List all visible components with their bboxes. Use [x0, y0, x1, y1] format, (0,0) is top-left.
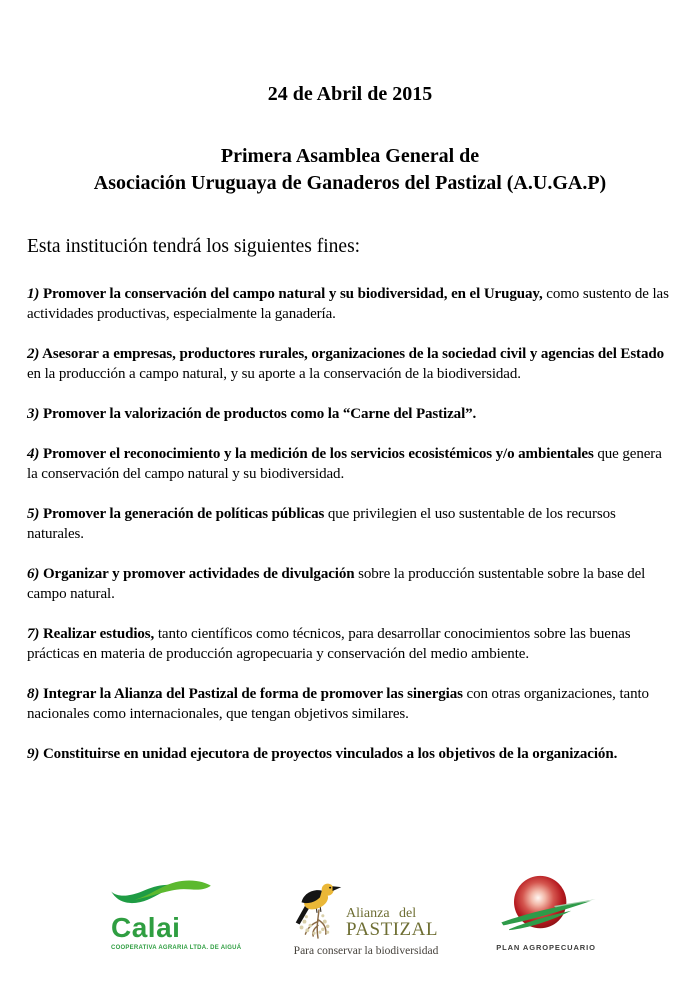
objective-regular-text: tanto científicos como técnicos, para desarrollar conocimientos sobre las buenas prácticas en materia de producción agropecuaria y conservación del medio ambiente.	[27, 626, 631, 662]
objective-item-2	[27, 344, 673, 384]
objective-bold-text: Realizar estudios,	[39, 626, 155, 642]
alianza-tagline: Para conservar la biodiversidad	[293, 945, 439, 957]
objective-item-5	[27, 504, 673, 544]
objective-item-3	[27, 404, 673, 424]
alianza-wordmark	[346, 906, 438, 944]
calai-caption: COOPERATIVA AGRARIA LTDA. DE AIGUÁ	[111, 945, 242, 951]
alianza-wordmark-line1: Alianza del	[346, 906, 417, 921]
calai-wordmark: Calai	[111, 912, 181, 943]
calai-logo	[111, 877, 242, 952]
objective-number: 9)	[27, 746, 40, 762]
objective-regular-text: que genera la conservación del campo natural y su biodiversidad.	[27, 446, 662, 482]
objective-bold-text: Promover la generación de políticas públicas	[39, 506, 325, 522]
red-sphere-icon	[494, 923, 598, 940]
alianza-wordmark-line2: PASTIZAL	[346, 919, 438, 940]
bird-on-branch-icon	[292, 877, 344, 944]
objective-item-6	[27, 564, 673, 604]
objective-regular-text: que privilegien el uso sustentable de los recursos naturales.	[27, 506, 616, 542]
objective-number: 3)	[27, 406, 40, 422]
objective-bold-text: Integrar la Alianza del Pastizal de forma de promover las sinergias	[39, 686, 463, 702]
objective-bold-text: Organizar y promover actividades de divulgación	[39, 566, 355, 582]
objective-bold-text: Asesorar a empresas, productores rurales, organizaciones de la sociedad civil y agencias del Estado	[39, 346, 664, 362]
objective-regular-text: sobre la producción sustentable sobre la base del campo natural.	[27, 566, 646, 602]
objective-item-7	[27, 624, 673, 664]
objective-number: 8)	[27, 686, 40, 702]
objective-number: 6)	[27, 566, 40, 582]
document-title	[27, 143, 673, 197]
objective-bold-text: Promover el reconocimiento y la medición de los servicios ecosistémicos y/o ambientales	[39, 446, 594, 462]
objective-number: 4)	[27, 446, 40, 462]
objective-bold-text: Promover la valorización de productos como la “Carne del Pastizal”.	[39, 406, 477, 422]
objective-number: 2)	[27, 346, 40, 362]
document-title-line1: Primera Asamblea General de	[220, 145, 480, 167]
objectives-list	[27, 284, 673, 764]
objective-bold-text: Promover la conservación del campo natural y su biodiversidad, en el Uruguay,	[39, 286, 543, 302]
plan-agropecuario-logo	[492, 872, 600, 952]
objective-number: 5)	[27, 506, 40, 522]
alianza-logo-row	[292, 877, 440, 944]
objective-item-1	[27, 284, 673, 324]
objective-item-4	[27, 444, 673, 484]
objective-regular-text: con otras organizaciones, tanto nacionales como internacionales, que tengan objetivos similares.	[27, 686, 649, 722]
alianza-del-pastizal-logo	[292, 877, 440, 957]
date-title: 24 de Abril de 2015	[267, 83, 433, 105]
intro-sentence: Esta institución tendrá los siguientes fines:	[27, 236, 361, 257]
objective-item-8	[27, 684, 673, 724]
objective-regular-text: como sustento de las actividades productivas, especialmente la ganadería.	[27, 286, 669, 322]
objective-number: 1)	[27, 286, 40, 302]
document-title-line2: Asociación Uruguaya de Ganaderos del Pastizal (A.U.GA.P)	[93, 172, 607, 194]
calai-wave-icon	[111, 893, 212, 910]
plan-agropecuario-caption: PLAN AGROPECUARIO	[496, 943, 596, 952]
objective-bold-text: Constituirse en unidad ejecutora de proyectos vinculados a los objetivos de la organización.	[39, 746, 618, 762]
objective-item-9	[27, 744, 673, 764]
objective-regular-text: en la producción a campo natural, y su aporte a la conservación de la biodiversidad.	[27, 366, 521, 382]
objective-number: 7)	[27, 626, 40, 642]
